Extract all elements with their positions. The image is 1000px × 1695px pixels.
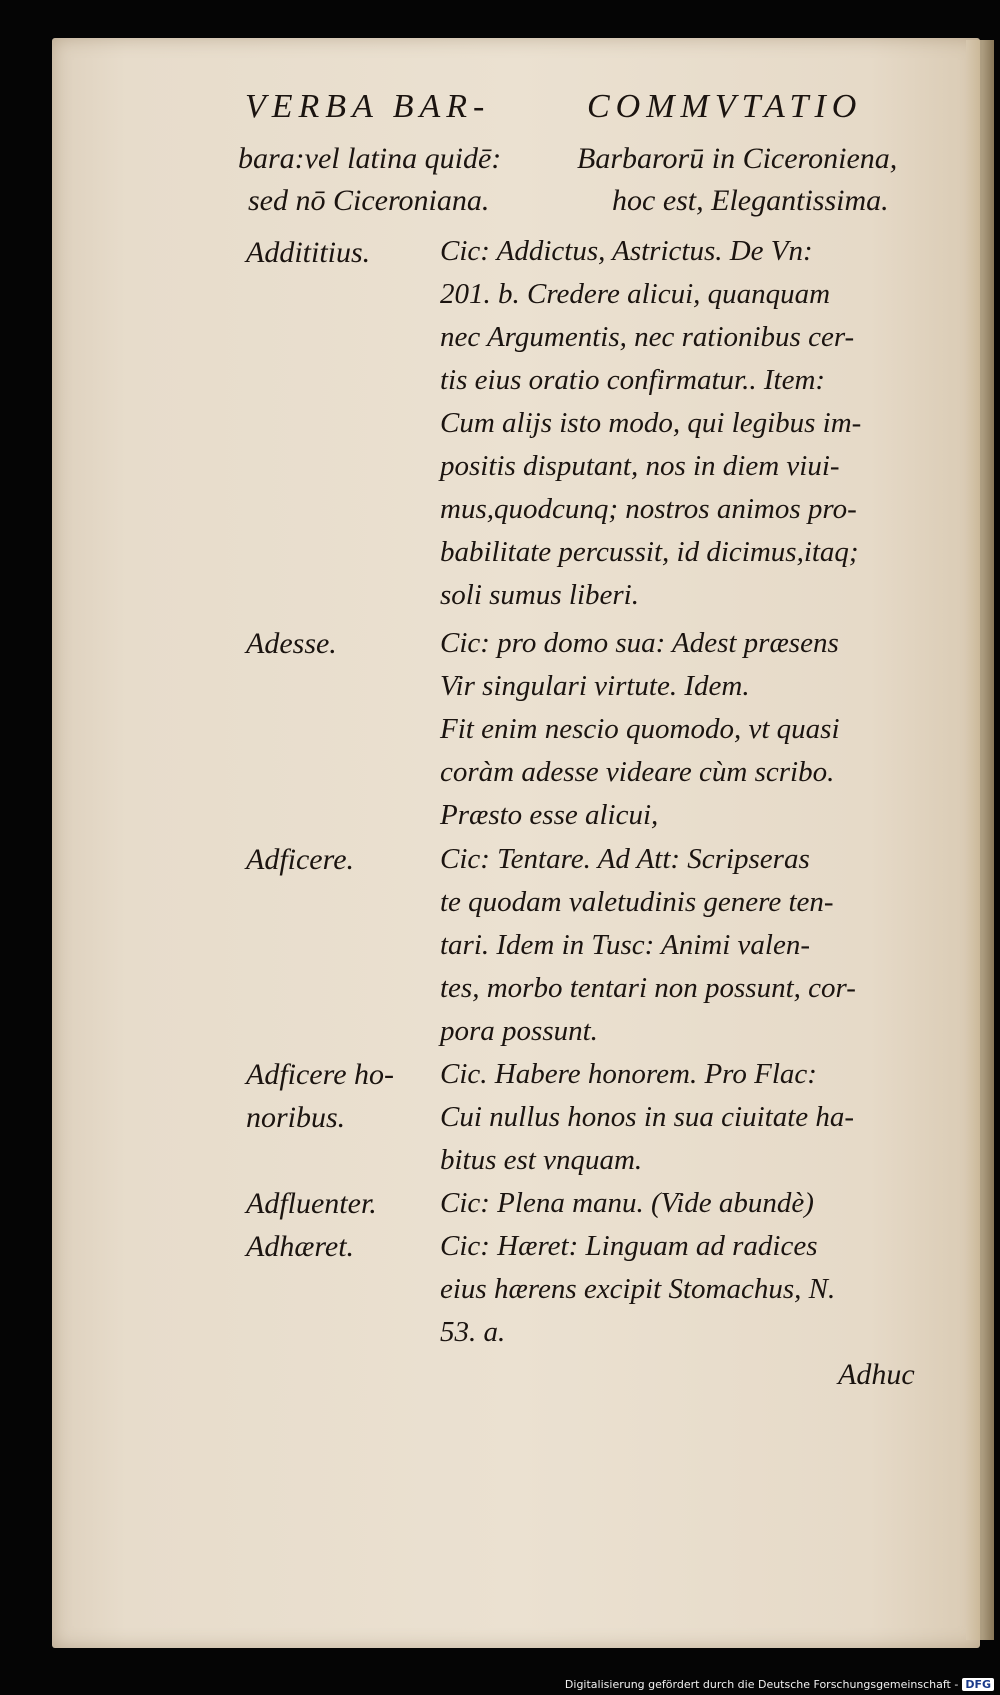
header-right-title: COMMVTATIO [587, 88, 863, 125]
entry-line: coràm adesse videare cùm scribo. [440, 756, 835, 788]
entry-line: eius hærens excipit Stomachus, N. [440, 1273, 836, 1305]
entry-line: positis disputant, nos in diem viui- [440, 450, 840, 482]
entry-body [440, 1182, 940, 1225]
entry-line: tari. Idem in Tusc: Animi valen- [440, 929, 810, 961]
entry-line: tis eius oratio confirmatur.. Item: [440, 364, 826, 396]
entry-line: Cic: pro domo sua: Adest præsens [440, 627, 839, 659]
entry-term-continued: noribus. [246, 1101, 346, 1134]
entry-line: bitus est vnquam. [440, 1144, 643, 1176]
entry-line: Cui nullus honos in sua ciuitate ha- [440, 1101, 855, 1133]
entry-line: Cic: Hæret: Linguam ad radices [440, 1230, 818, 1262]
catchword: Adhuc [838, 1358, 915, 1391]
header-left-title: VERBA BAR- [245, 88, 491, 125]
entry-line: 201. b. Credere alicui, quanquam [440, 278, 831, 310]
entry-body [440, 1225, 940, 1354]
entry-line: Cic: Plena manu. (Vide abundè) [440, 1187, 814, 1219]
entry-line: nec Argumentis, nec rationibus cer- [440, 321, 855, 353]
header-left-sub-1: bara:vel latina quidē: [238, 142, 502, 175]
page-edge [966, 40, 994, 1640]
entry-line: 53. a. [440, 1316, 506, 1348]
entry-line: Præsto esse alicui, [440, 799, 659, 831]
entry-term: Adficere ho- [246, 1058, 394, 1091]
entry-body [440, 838, 940, 1053]
entry-term: Adfluenter. [246, 1187, 377, 1220]
entry-line: Vir singulari virtute. Idem. [440, 670, 750, 702]
entry-line: Cic. Habere honorem. Pro Flac: [440, 1058, 817, 1090]
header-right-sub-1: Barbarorū in Ciceroniena, [577, 142, 898, 175]
entry-line: Cic: Addictus, Astrictus. De Vn: [440, 235, 813, 267]
digitization-footer [565, 1678, 994, 1691]
dfg-logo-icon: DFG [962, 1678, 994, 1691]
entry-term: Adficere. [246, 843, 355, 876]
entry-line: Fit enim nescio quomodo, vt quasi [440, 713, 840, 745]
entry-term: Adesse. [246, 627, 337, 660]
entry-term: Adhæret. [246, 1230, 355, 1263]
entry-body [440, 622, 940, 837]
entry-line: tes, morbo tentari non possunt, cor- [440, 972, 856, 1004]
entry-line: Cic: Tentare. Ad Att: Scripseras [440, 843, 810, 875]
entry-line: soli sumus liberi. [440, 579, 639, 611]
entry-body [440, 230, 940, 617]
header-left-sub-2: sed nō Ciceroniana. [248, 184, 490, 217]
entry-line: pora possunt. [440, 1015, 598, 1047]
entry-line: mus,quodcunq; nostros animos pro- [440, 493, 857, 525]
entry-line: babilitate percussit, id dicimus,itaq; [440, 536, 859, 568]
header-right-sub-2: hoc est, Elegantissima. [612, 184, 889, 217]
entry-term: Addititius. [246, 236, 371, 269]
entry-line: Cum alijs isto modo, qui legibus im- [440, 407, 862, 439]
entry-body [440, 1053, 940, 1182]
entry-line: te quodam valetudinis genere ten- [440, 886, 834, 918]
footer-text: Digitalisierung gefördert durch die Deutsche Forschungsgemeinschaft - [564, 1678, 959, 1691]
